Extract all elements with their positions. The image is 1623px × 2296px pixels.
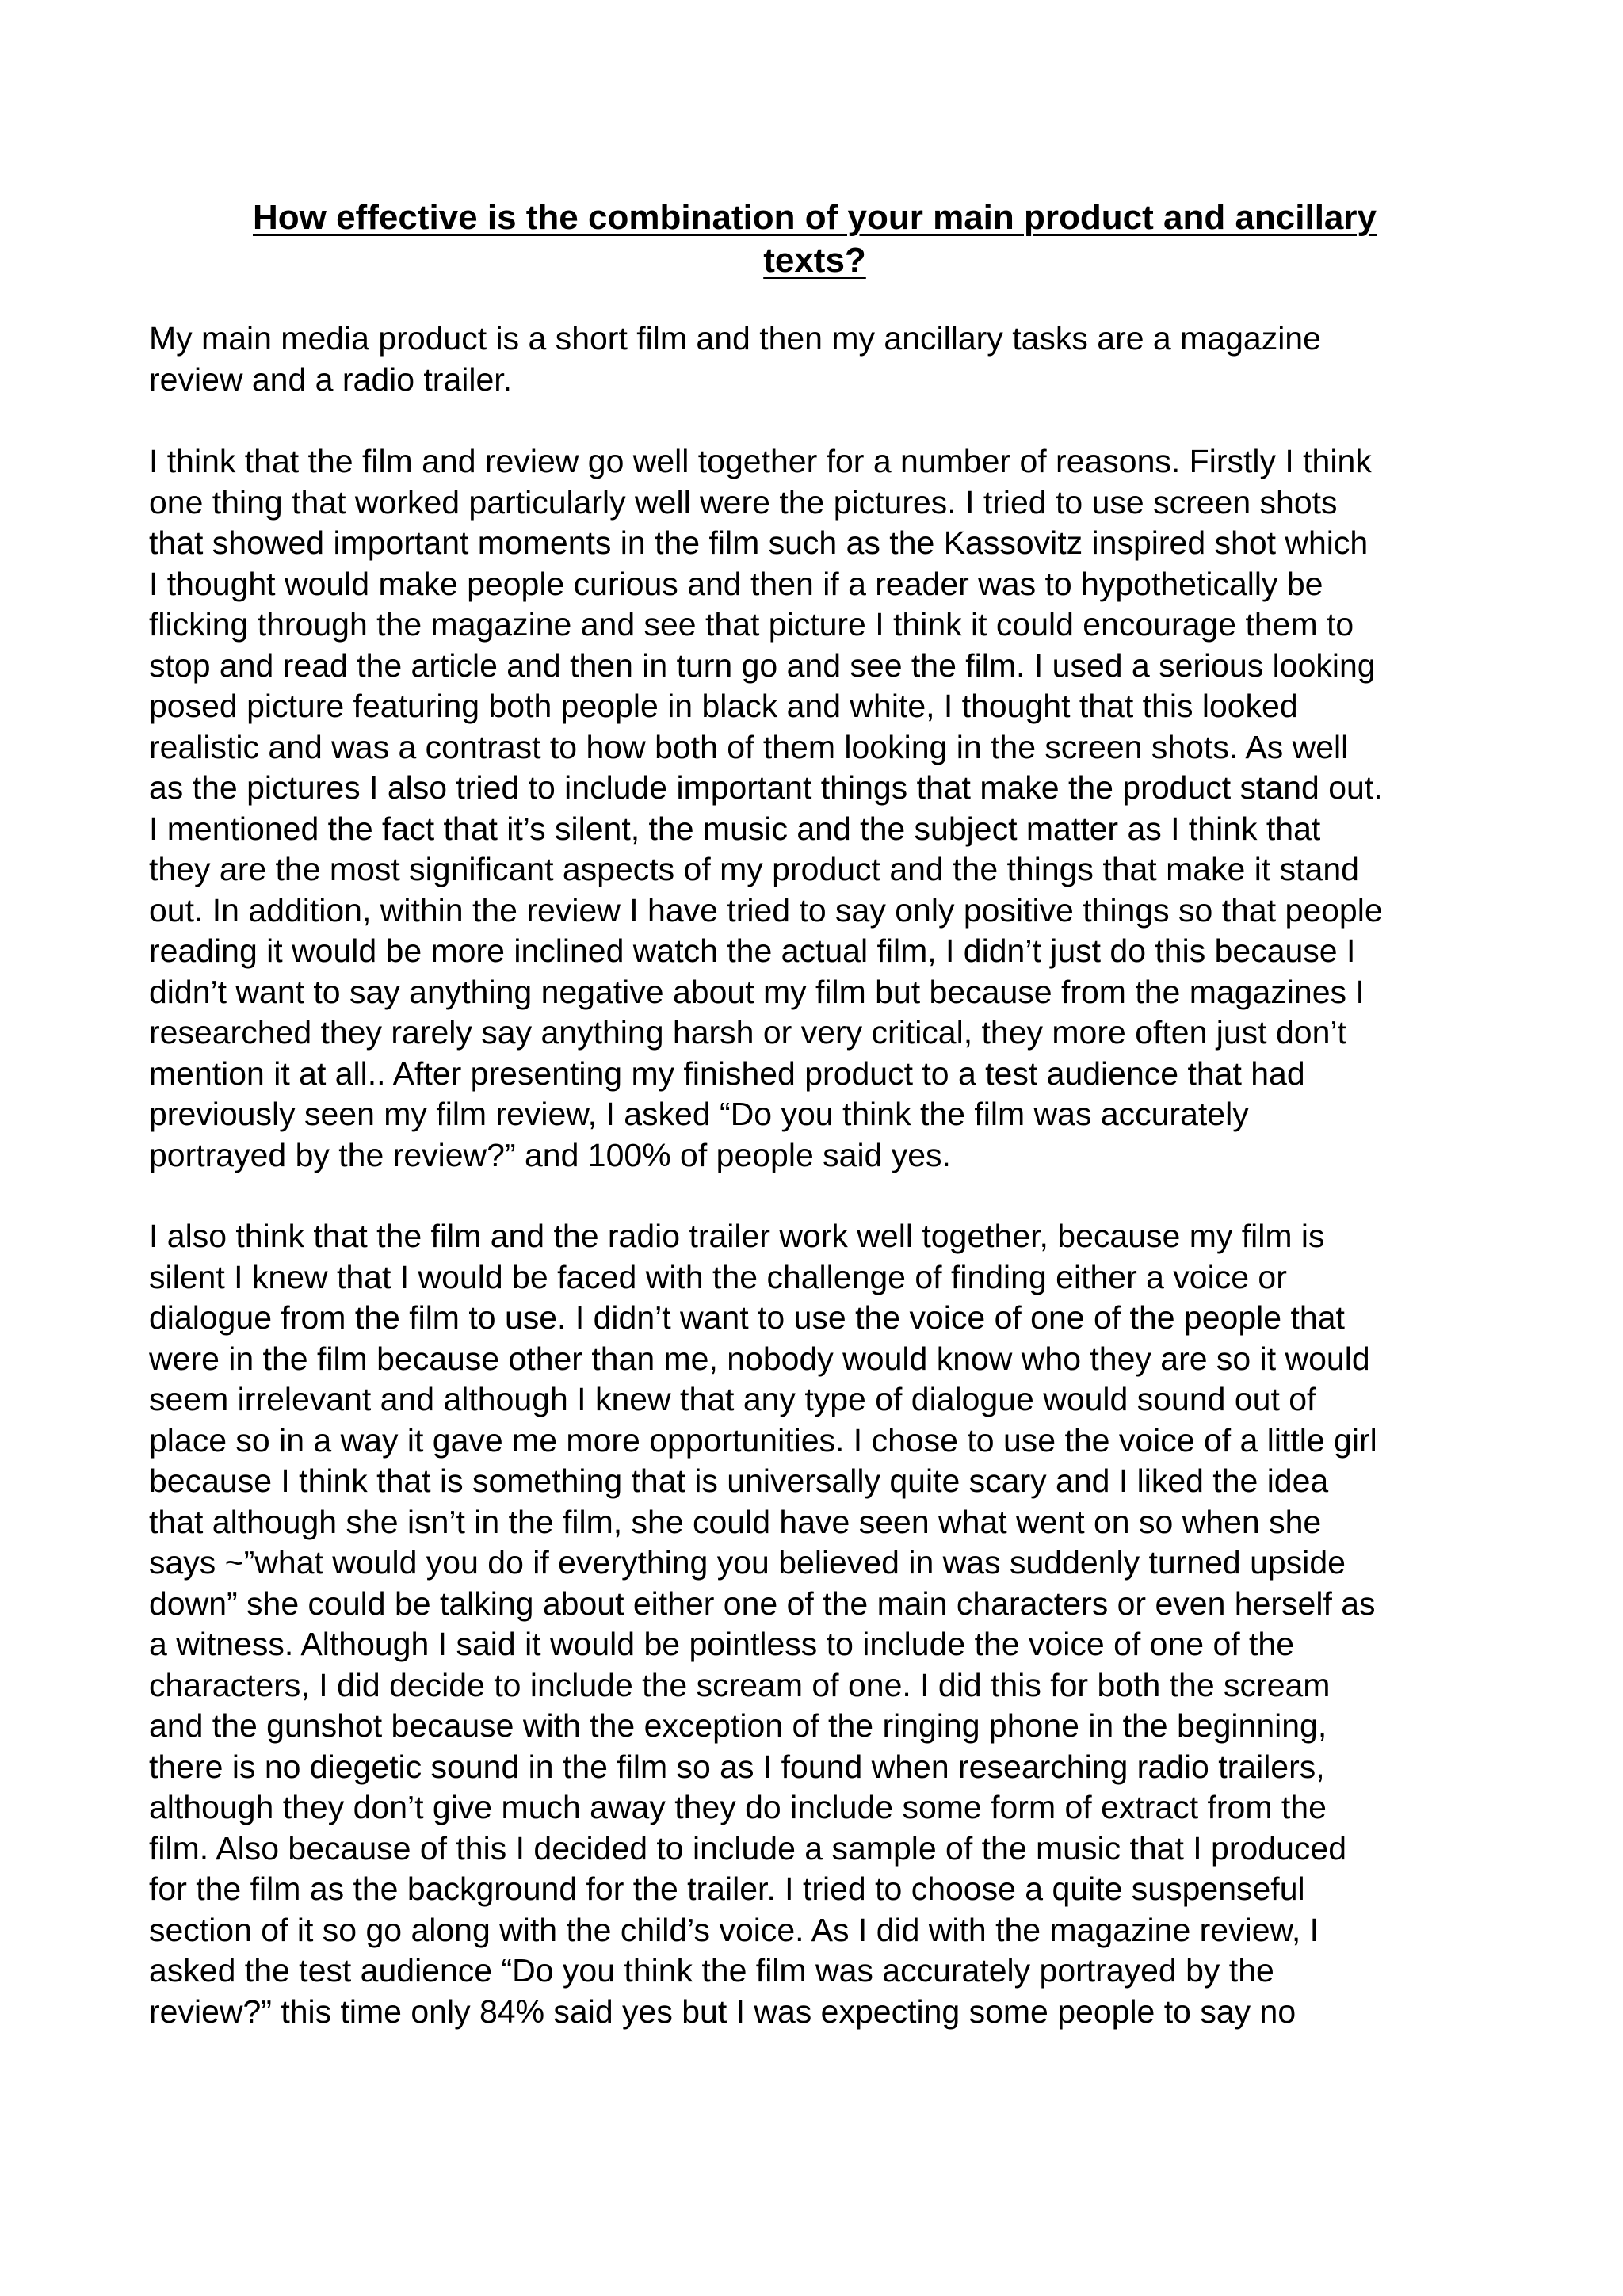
text-line: I also think that the film and the radio trailer work well together, because my film is — [149, 1218, 1325, 1254]
text-line: I thought would make people curious and then if a reader was to hypothetically be — [149, 565, 1323, 602]
text-line: realistic and was a contrast to how both of them looking in the screen shots. As well — [149, 728, 1349, 765]
text-line: reading it would be more inclined watch the actual film, I didn’t just do this because I — [149, 933, 1356, 969]
text-line: place so in a way it gave me more opportunities. I chose to use the voice of a little girl — [149, 1421, 1377, 1459]
text-line: didn’t want to say anything negative about my film but because from the magazines I — [149, 973, 1365, 1010]
text-line: for the film as the background for the trailer. I tried to choose a quite suspenseful — [149, 1871, 1305, 1907]
title-line: texts? — [763, 241, 866, 280]
text-line: silent I knew that I would be faced with the challenge of finding either a voice or — [149, 1258, 1287, 1295]
text-line: and the gunshot because with the exception of the ringing phone in the beginning, — [149, 1707, 1327, 1744]
paragraph-film-and-review — [149, 441, 1520, 1176]
text-line: researched they rarely say anything harsh or very critical, they more often just don’t — [149, 1014, 1346, 1051]
text-line: previously seen my film review, I asked “Do you think the film was accurately — [149, 1096, 1249, 1132]
paragraph-film-and-radio-trailer — [149, 1216, 1520, 2032]
text-line: dialogue from the film to use. I didn’t want to use the voice of one of the people that — [149, 1299, 1345, 1336]
text-line: I think that the film and review go well together for a number of reasons. Firstly I think — [149, 443, 1372, 479]
text-line: characters, I did decide to include the scream of one. I did this for both the scream — [149, 1666, 1331, 1703]
paragraph-intro — [149, 318, 1520, 400]
text-line: flicking through the magazine and see that picture I think it could encourage them to — [149, 606, 1354, 643]
text-line: as the pictures I also tried to include important things that make the product stand out. — [149, 769, 1383, 806]
text-line: I mentioned the fact that it’s silent, the music and the subject matter as I think that — [149, 810, 1321, 847]
text-line: because I think that is something that is universally quite scary and I liked the idea — [149, 1463, 1329, 1499]
text-line: down” she could be talking about either one of the main characters or even herself as — [149, 1585, 1376, 1622]
text-line: were in the film because other than me, nobody would know who they are so it would — [149, 1340, 1370, 1377]
text-line: stop and read the article and then in turn go and see the film. I used a serious looking — [149, 646, 1376, 684]
title-line: How effective is the combination of your main product and ancillary — [252, 198, 1377, 237]
text-line: one thing that worked particularly well were the pictures. I tried to use screen shots — [149, 483, 1338, 521]
text-line: mention it at all.. After presenting my finished product to a test audience that had — [149, 1055, 1305, 1092]
text-line: that showed important moments in the film such as the Kassovitz inspired shot which — [149, 524, 1369, 561]
text-line: seem irrelevant and although I knew that any type of dialogue would sound out of — [149, 1381, 1316, 1417]
text-line: they are the most significant aspects of my product and the things that make it stand — [149, 851, 1359, 887]
text-line: says ~”what would you do if everything you believed in was suddenly turned upside — [149, 1544, 1346, 1581]
text-line: asked the test audience “Do you think the film was accurately portrayed by the — [149, 1952, 1274, 1989]
text-line: that although she isn’t in the film, she could have seen what went on so when she — [149, 1503, 1322, 1540]
text-line: although they don’t give much away they do include some form of extract from the — [149, 1789, 1327, 1825]
text-line: review and a radio trailer. — [149, 360, 513, 398]
text-line: a witness. Although I said it would be pointless to include the voice of one of the — [149, 1626, 1295, 1662]
text-line: review?” this time only 84% said yes but I was expecting some people to say no — [149, 1993, 1296, 2030]
text-line: posed picture featuring both people in black and white, I thought that this looked — [149, 688, 1298, 724]
text-line: portrayed by the review?” and 100% of people said yes. — [149, 1136, 951, 1173]
text-line: there is no diegetic sound in the film so as I found when researching radio trailers, — [149, 1748, 1325, 1785]
text-line: section of it so go along with the child’s voice. As I did with the magazine review, I — [149, 1911, 1319, 1948]
text-line: My main media product is a short film and then my ancillary tasks are a magazine — [149, 320, 1321, 357]
document-title — [204, 196, 1425, 282]
text-line: film. Also because of this I decided to include a sample of the music that I produced — [149, 1829, 1347, 1867]
text-line: out. In addition, within the review I have tried to say only positive things so that people — [149, 891, 1383, 929]
